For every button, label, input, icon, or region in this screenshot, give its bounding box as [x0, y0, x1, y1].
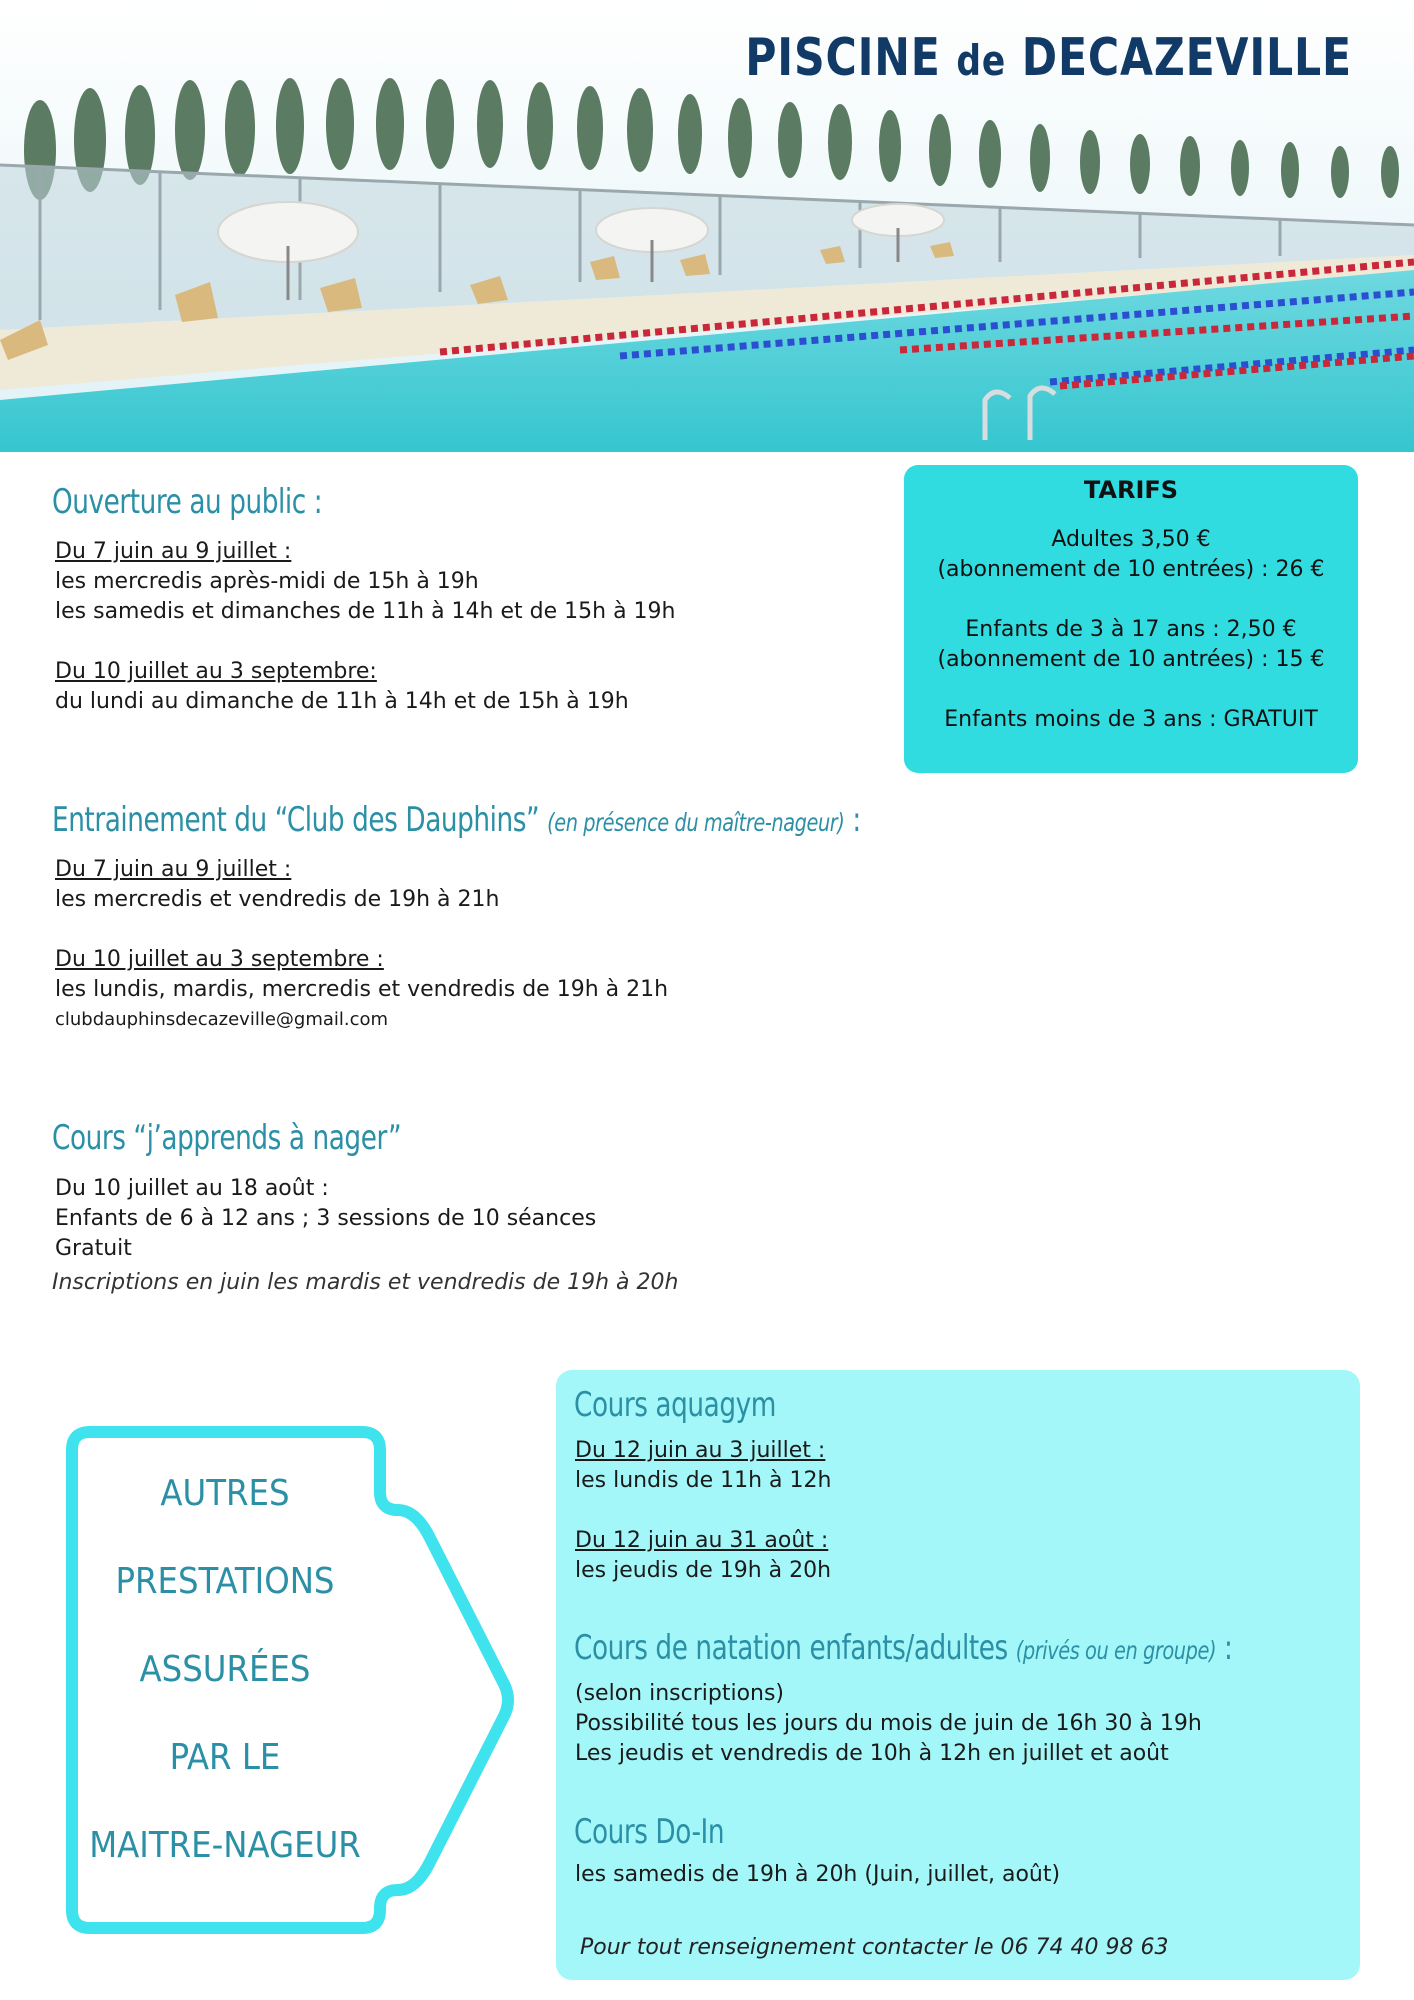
heading-club: Entrainement du “Club des Dauphins” (en présence du maître-nageur) :	[52, 800, 861, 840]
heading-aquagym: Cours aquagym	[574, 1385, 776, 1425]
schedule-line: les mercredis et vendredis de 19h à 21h	[55, 887, 500, 912]
period-title: Du 12 juin au 3 juillet :	[575, 1438, 826, 1463]
club-email[interactable]: clubdauphinsdecazeville@gmail.com	[55, 1009, 389, 1030]
info-line: Gratuit	[55, 1236, 132, 1261]
info-line: Du 10 juillet au 18 août :	[55, 1176, 329, 1201]
schedule-line: les mercredis après-midi de 15h à 19h	[55, 569, 479, 594]
heading-cours-nager: Cours “j’apprends à nager”	[52, 1118, 402, 1158]
schedule-line: les lundis de 11h à 12h	[575, 1468, 832, 1493]
schedule-line: du lundi au dimanche de 11h à 14h et de 15h à 19h	[55, 689, 629, 714]
info-line: (selon inscriptions)	[575, 1681, 785, 1706]
info-line: Possibilité tous les jours du mois de juin de 16h 30 à 19h	[575, 1711, 1202, 1736]
period-title: Du 7 juin au 9 juillet :	[55, 539, 292, 564]
price-line: Enfants de 3 à 17 ans : 2,50 €	[965, 617, 1297, 642]
schedule-line: les jeudis de 19h à 20h	[575, 1558, 832, 1583]
doin-info	[575, 1860, 1060, 1890]
info-line: les samedis de 19h à 20h (Juin, juillet, août)	[575, 1862, 1061, 1887]
price-line: (abonnement de 10 entrées) : 26 €	[937, 557, 1325, 582]
price-line: (abonnement de 10 antrées) : 15 €	[937, 647, 1325, 672]
page-title: PISCINE de DECAZEVILLE	[745, 28, 1352, 88]
contact-line: Pour tout renseignement contacter le 06 74 40 98 63	[580, 1935, 1169, 1960]
aquagym-schedule	[575, 1436, 831, 1586]
natation-info	[575, 1679, 1202, 1769]
price-line: Enfants moins de 3 ans : GRATUIT	[944, 707, 1318, 732]
autres-prestations: AUTRES PRESTATIONS ASSURÉES PAR LE MAITRE-NAGEUR	[89, 1473, 361, 1866]
tarifs-title: TARIFS	[1083, 476, 1179, 504]
info-line: Les jeudis et vendredis de 10h à 12h en juillet et août	[575, 1741, 1169, 1766]
price-line: Adultes 3,50 €	[1051, 527, 1211, 552]
period-title: Du 7 juin au 9 juillet :	[55, 857, 292, 882]
club-schedule	[55, 855, 668, 1035]
registration-note: Inscriptions en juin les mardis et vendredis de 19h à 20h	[52, 1270, 679, 1295]
info-line: Enfants de 6 à 12 ans ; 3 sessions de 10 séances	[55, 1206, 597, 1231]
heading-natation: Cours de natation enfants/adultes (privés ou en groupe) :	[574, 1628, 1233, 1668]
period-title: Du 10 juillet au 3 septembre:	[55, 659, 377, 684]
heading-doin: Cours Do-In	[574, 1812, 725, 1852]
schedule-line: les lundis, mardis, mercredis et vendredis de 19h à 21h	[55, 977, 669, 1002]
period-title: Du 10 juillet au 3 septembre :	[55, 947, 384, 972]
cours-nager-info	[52, 1174, 679, 1298]
period-title: Du 12 juin au 31 août :	[575, 1528, 829, 1553]
tarifs-box	[904, 465, 1358, 773]
heading-ouverture: Ouverture au public :	[52, 482, 323, 522]
ouverture-schedule	[55, 537, 675, 717]
schedule-line: les samedis et dimanches de 11h à 14h et de 15h à 19h	[55, 599, 676, 624]
